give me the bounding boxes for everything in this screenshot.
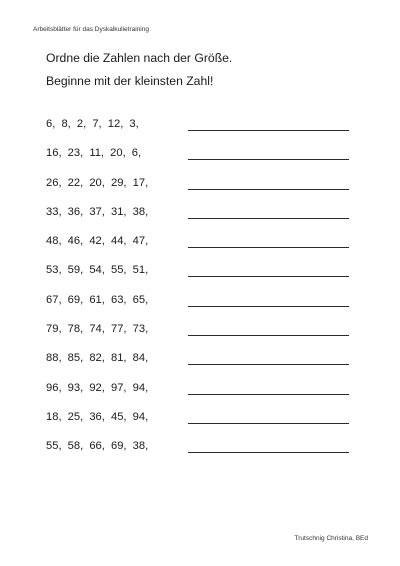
instruction-line-1: Ordne die Zahlen nach der Größe. xyxy=(46,51,233,65)
number-sequence: 53, 59, 54, 55, 51, xyxy=(46,264,149,277)
number-sequence: 18, 25, 36, 45, 94, xyxy=(46,410,149,423)
exercise-row xyxy=(46,206,356,235)
exercise-row xyxy=(46,147,356,176)
number-sequence: 79, 78, 74, 77, 73, xyxy=(46,323,149,336)
exercise-row xyxy=(46,177,356,206)
exercise-row xyxy=(46,411,356,440)
answer-line[interactable] xyxy=(188,130,349,131)
answer-line[interactable] xyxy=(188,159,349,160)
answer-line[interactable] xyxy=(188,364,349,365)
exercise-row xyxy=(46,382,356,411)
number-sequence: 55, 58, 66, 69, 38, xyxy=(46,440,149,453)
worksheet-header: Arbeitsblätter für das Dyskalkulietraining xyxy=(33,26,149,33)
answer-line[interactable] xyxy=(188,423,349,424)
instruction-line-2: Beginne mit der kleinsten Zahl! xyxy=(46,74,214,88)
number-sequence: 33, 36, 37, 31, 38, xyxy=(46,205,149,218)
exercise-row xyxy=(46,264,356,293)
answer-line[interactable] xyxy=(188,247,349,248)
exercise-row xyxy=(46,235,356,264)
answer-line[interactable] xyxy=(188,218,349,219)
number-sequence: 6, 8, 2, 7, 12, 3, xyxy=(46,118,139,130)
answer-line[interactable] xyxy=(188,189,349,190)
number-sequence: 16, 23, 11, 20, 6, xyxy=(46,147,142,160)
number-sequence: 48, 46, 42, 44, 47, xyxy=(46,235,149,248)
exercise-row xyxy=(46,118,356,147)
exercise-list xyxy=(46,118,356,470)
author-footer: Trutschnig Christina, BEd xyxy=(294,535,368,542)
exercise-row xyxy=(46,294,356,323)
answer-line[interactable] xyxy=(188,452,349,453)
exercise-row xyxy=(46,323,356,352)
answer-line[interactable] xyxy=(188,394,349,395)
number-sequence: 96, 93, 92, 97, 94, xyxy=(46,381,149,394)
number-sequence: 88, 85, 82, 81, 84, xyxy=(46,352,149,365)
answer-line[interactable] xyxy=(188,276,349,277)
answer-line[interactable] xyxy=(188,306,349,307)
number-sequence: 67, 69, 61, 63, 65, xyxy=(46,293,149,306)
answer-line[interactable] xyxy=(188,335,349,336)
number-sequence: 26, 22, 20, 29, 17, xyxy=(46,176,149,189)
exercise-row xyxy=(46,352,356,381)
exercise-row xyxy=(46,440,356,469)
